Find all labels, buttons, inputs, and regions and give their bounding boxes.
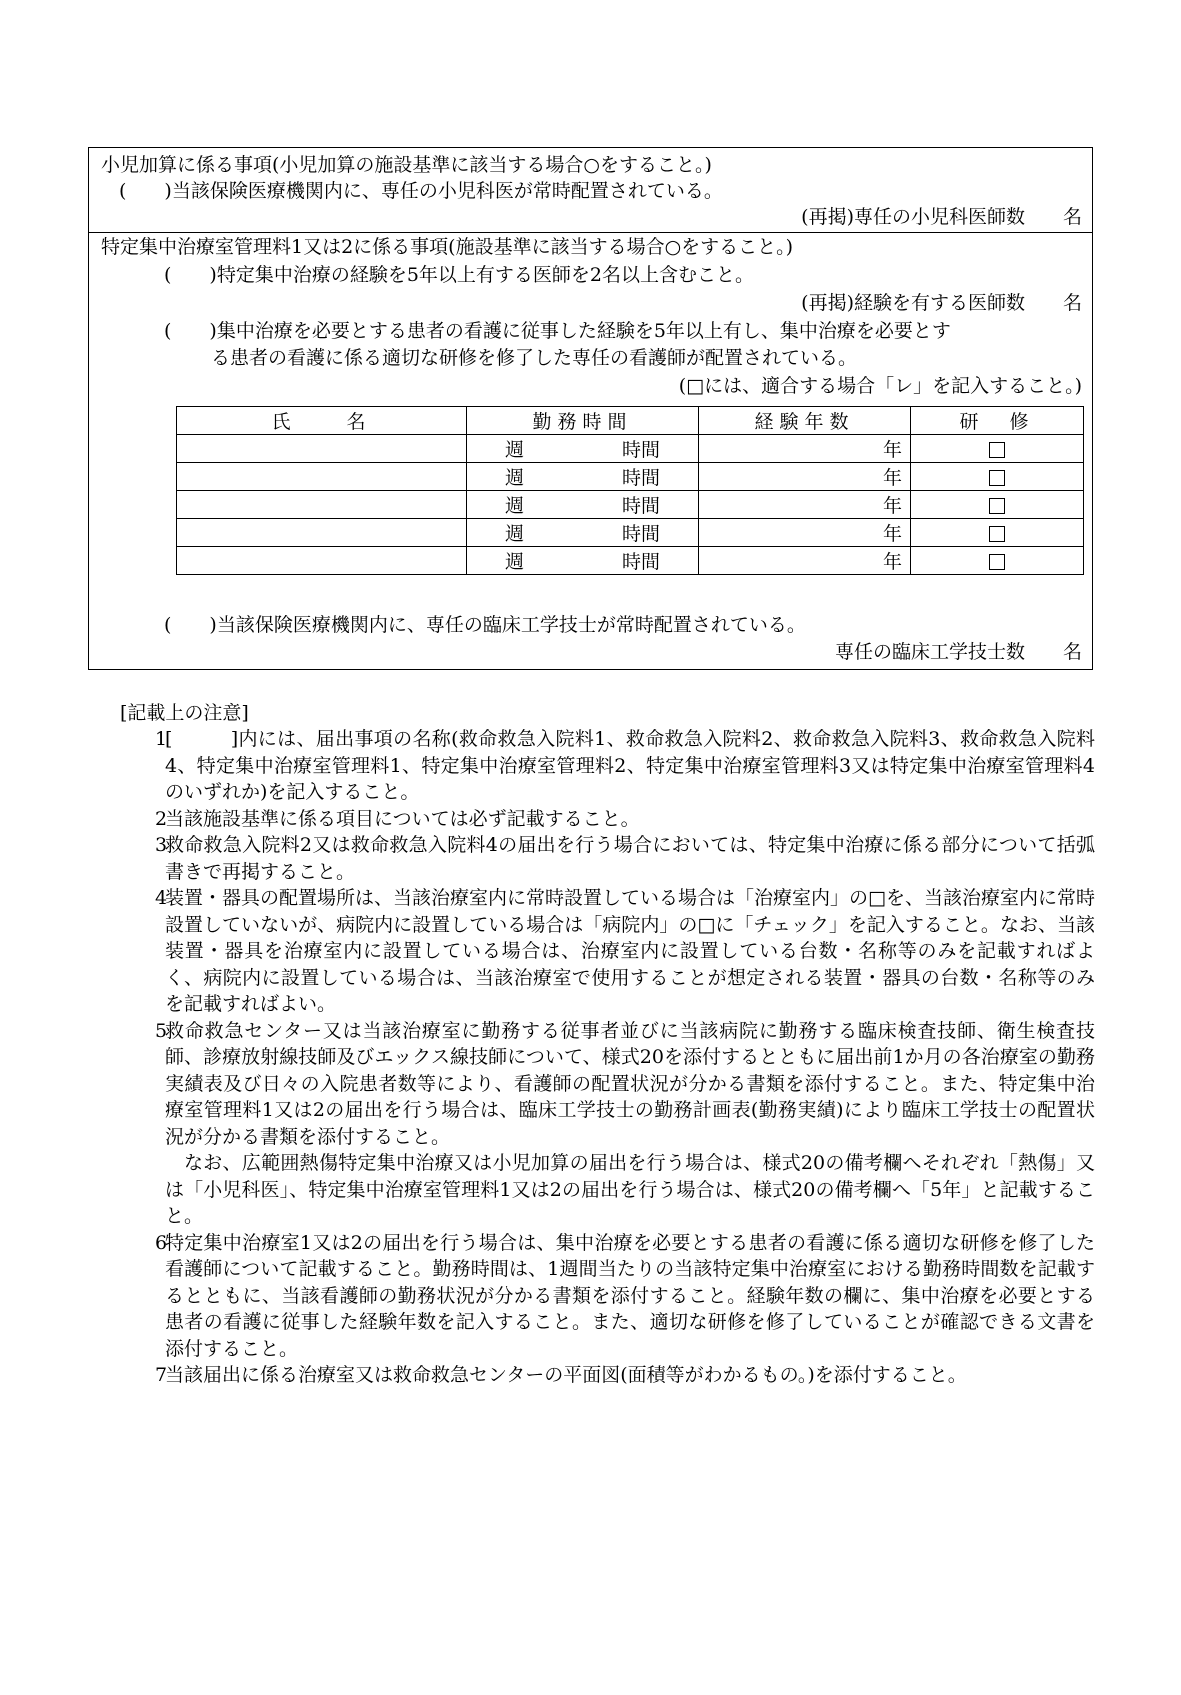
checkbox-instruction: (□には、適合する場合「レ」を記入すること。) <box>678 375 1082 397</box>
hours-label: 時間 <box>621 551 660 573</box>
icu-item-nurse-line2: る患者の看護に係る適切な研修を修了した専任の看護師が配置されている。 <box>211 347 858 369</box>
week-label: 週 <box>505 523 525 545</box>
note-number: 6 <box>155 1231 168 1254</box>
note-text: 救命救急入院料2又は救命救急入院料4の届出を行う場合においては、特定集中治療に係る部分について括弧書きで再掲すること。 <box>165 834 1095 883</box>
icu-section-title: 特定集中治療室管理料1又は2に係る事項(施設基準に該当する場合○をすること。) <box>101 236 794 258</box>
note-item <box>120 726 1095 806</box>
pediatric-section-title: 小児加算に係る事項(小児加算の施設基準に該当する場合○をすること。) <box>101 154 712 176</box>
years-label: 年 <box>882 467 902 489</box>
hours-label: 時間 <box>621 495 660 517</box>
hours-label: 時間 <box>621 439 660 461</box>
hours-label: 時間 <box>621 467 660 489</box>
name-cell[interactable] <box>177 547 467 575</box>
hours-cell[interactable] <box>467 547 699 575</box>
hours-label: 時間 <box>621 523 660 545</box>
note-item <box>120 885 1095 1018</box>
notes-list <box>120 726 1095 1389</box>
table-row <box>177 435 1084 463</box>
note-number: 2 <box>155 807 168 830</box>
name-cell[interactable] <box>177 435 467 463</box>
training-cell <box>911 519 1084 547</box>
years-label: 年 <box>882 523 902 545</box>
note-text: なお、広範囲熱傷特定集中治療又は小児加算の届出を行う場合は、様式20の備考欄へそれぞれ「熱傷」又は「小児科医」、特定集中治療室管理料1又は2の届出を行う場合は、様式20の備考欄へ「5年」と記載すること。 <box>165 1152 1095 1227</box>
note-text: 当該届出に係る治療室又は救命救急センターの平面図(面積等がわかるもの。)を添付すること。 <box>165 1364 967 1386</box>
header-name: 氏 名 <box>177 407 467 435</box>
note-item <box>120 1018 1095 1230</box>
icu-item-nurse-line1: ( )集中治療を必要とする患者の看護に従事した経験を5年以上有し、集中治療を必要とす <box>164 320 951 342</box>
years-cell[interactable] <box>699 435 911 463</box>
note-item <box>120 1230 1095 1363</box>
training-checkbox[interactable] <box>989 554 1005 570</box>
nurse-table <box>176 406 1084 575</box>
notes-section <box>120 700 1095 1389</box>
hours-cell[interactable] <box>467 491 699 519</box>
header-training: 研 修 <box>911 407 1084 435</box>
name-cell[interactable] <box>177 519 467 547</box>
icu-physician-count: (再掲)経験を有する医師数 名 <box>801 292 1082 314</box>
years-cell[interactable] <box>699 519 911 547</box>
week-label: 週 <box>505 467 525 489</box>
training-checkbox[interactable] <box>989 470 1005 486</box>
note-text: 装置・器具の配置場所は、当該治療室内に常時設置している場合は「治療室内」の□を、当該治療室内に常時設置していないが、病院内に設置している場合は「病院内」の□に「チェック」を記入すること。なお、当該装置・器具を治療室内に設置している場合は、治療室内に設置している台数・名称等のみを記載すればよく、病院内に設置している場合は、当該治療室で使用することが想定される装置・器具の台数・名称等のみを記載すればよい。 <box>165 887 1095 1015</box>
hours-cell[interactable] <box>467 519 699 547</box>
years-cell[interactable] <box>699 547 911 575</box>
training-cell <box>911 491 1084 519</box>
week-label: 週 <box>505 495 525 517</box>
note-item <box>120 806 1095 833</box>
note-number: 5 <box>155 1019 168 1042</box>
icu-item-physicians: ( )特定集中治療の経験を5年以上有する医師を2名以上含むこと。 <box>164 264 755 286</box>
note-item <box>120 1362 1095 1389</box>
header-experience-years: 経験年数 <box>699 407 911 435</box>
table-row <box>177 491 1084 519</box>
header-working-hours: 勤務時間 <box>467 407 699 435</box>
nurse-table-header <box>177 407 1084 435</box>
facility-criteria-box <box>88 147 1093 670</box>
engineer-count: 専任の臨床工学技士数 名 <box>834 641 1082 663</box>
training-cell <box>911 435 1084 463</box>
note-text: [ ]内には、届出事項の名称(救命救急入院料1、救命救急入院料2、救命救急入院料3、救命救急入院料4、特定集中治療室管理料1、特定集中治療室管理料2、特定集中治療室管理料3又は特定集中治療室管理料4のいずれか)を記入すること。 <box>165 728 1095 803</box>
training-cell <box>911 463 1084 491</box>
training-cell <box>911 547 1084 575</box>
section-divider <box>89 232 1092 233</box>
table-row <box>177 547 1084 575</box>
week-label: 週 <box>505 439 525 461</box>
years-label: 年 <box>882 551 902 573</box>
note-item <box>120 832 1095 885</box>
training-checkbox[interactable] <box>989 526 1005 542</box>
years-cell[interactable] <box>699 491 911 519</box>
note-number: 7 <box>155 1364 168 1386</box>
hours-cell[interactable] <box>467 463 699 491</box>
pediatric-count: (再掲)専任の小児科医師数 名 <box>801 206 1082 228</box>
note-text: 救命救急センター又は当該治療室に勤務する従事者並びに当該病院に勤務する臨床検査技師、衛生検査技師、診療放射線技師及びエックス線技師について、様式20を添付するとともに届出前1か月の各治療室の勤務実績表及び日々の入院患者数等により、看護師の配置状況が分かる書類を添付すること。また、特定集中治療室管理料1又は2の届出を行う場合は、臨床工学技士の勤務計画表(勤務実績)により臨床工学技士の配置状況が分かる書類を添付すること。 <box>165 1019 1095 1148</box>
years-cell[interactable] <box>699 463 911 491</box>
icu-item-engineer: ( )当該保険医療機関内に、専任の臨床工学技士が常時配置されている。 <box>164 614 806 636</box>
note-number: 4 <box>155 887 168 909</box>
training-checkbox[interactable] <box>989 498 1005 514</box>
note-number: 3 <box>155 834 168 856</box>
years-label: 年 <box>882 439 902 461</box>
pediatric-item: ( )当該保険医療機関内に、専任の小児科医が常時配置されている。 <box>119 180 723 202</box>
notes-heading: [記載上の注意] <box>120 702 249 724</box>
week-label: 週 <box>505 551 525 573</box>
name-cell[interactable] <box>177 491 467 519</box>
note-text: 当該施設基準に係る項目については必ず記載すること。 <box>165 807 640 830</box>
table-row <box>177 519 1084 547</box>
years-label: 年 <box>882 495 902 517</box>
training-checkbox[interactable] <box>989 442 1005 458</box>
name-cell[interactable] <box>177 463 467 491</box>
hours-cell[interactable] <box>467 435 699 463</box>
note-text: 特定集中治療室1又は2の届出を行う場合は、集中治療を必要とする患者の看護に係る適切な研修を修了した看護師について記載すること。勤務時間は、1週間当たりの当該特定集中治療室における勤務時間数を記載するとともに、当該看護師の勤務状況が分かる書類を添付すること。経験年数の欄に、集中治療を必要とする患者の看護に従事した経験年数を記入すること。また、適切な研修を修了していることが確認できる文書を添付すること。 <box>165 1231 1095 1360</box>
table-row <box>177 463 1084 491</box>
note-number: 1 <box>155 728 168 750</box>
